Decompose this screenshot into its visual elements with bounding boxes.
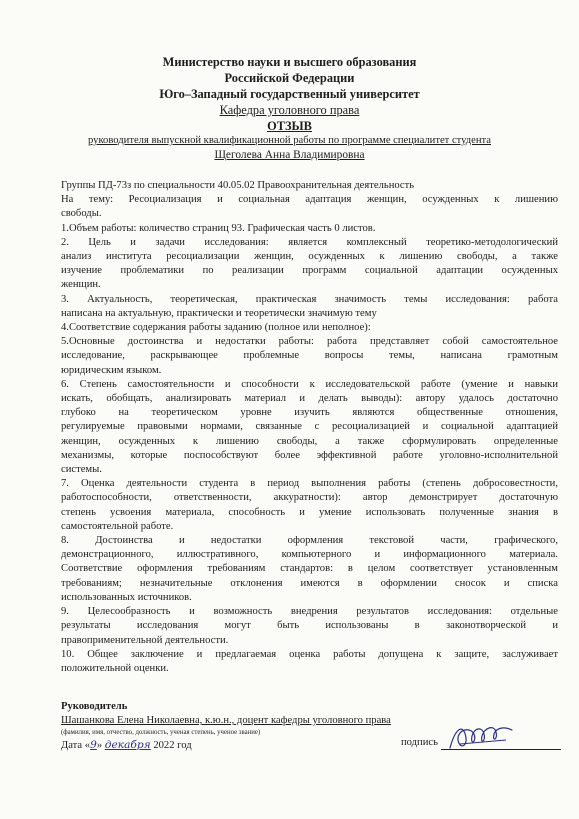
text-line: положительной оценки. bbox=[61, 662, 169, 674]
text-line: Группы ПД-73з по специальности 40.05.02 Правоохранительная деятельность bbox=[61, 180, 415, 191]
text-line: искать, обобщать, анализировать материал и делать выводы): автору удалось достаточно bbox=[61, 393, 558, 405]
document-subtitle: руководителя выпускной квалификационной работы по программе специалитет студента bbox=[87, 135, 491, 146]
text-line: использованных источников. bbox=[61, 591, 192, 603]
text-line: степень усвоения материала, способность и умение использовать полученные знания в bbox=[61, 506, 558, 518]
text-line: 5.Основные достоинства и недостатки работы: работа представляет собой самостоятельное bbox=[61, 336, 558, 348]
text-line: изучение проблематики по реализации программ социальной адаптации осужденных bbox=[61, 265, 558, 277]
document-header bbox=[0, 54, 579, 162]
text-line: механизмы, которые поспособствуют более эффективной работе уголовно-исполнительной bbox=[61, 449, 558, 461]
text-line: 10. Общее заключение и предлагаемая оценка работы допущена к защите, заслуживает bbox=[61, 648, 558, 660]
text-line: 8. Достоинства и недостатки оформления текстовой части, графического, bbox=[61, 535, 558, 547]
student-name: Щеголева Анна Владимировна bbox=[214, 149, 365, 161]
document-title: ОТЗЫВ bbox=[267, 119, 312, 133]
signature-block bbox=[61, 700, 558, 754]
supervisor-heading: Руководитель bbox=[61, 701, 128, 712]
date-year: 2022 год bbox=[153, 740, 192, 751]
text-line: Соответствие оформления требованиям стандартов: в целом соответствует установленным bbox=[61, 563, 558, 575]
text-line: свободы. bbox=[61, 208, 102, 220]
text-line: женщин, осужденных к лишению свободы, а также сформулировать определенные bbox=[61, 435, 558, 447]
handwritten-signature bbox=[446, 720, 516, 754]
text-line: регулируемые правовыми нормами, связанные с ресоциализацией и социальной адаптацией bbox=[61, 421, 558, 433]
text-line: написана на актуальную, практически и теоретически значимую тему bbox=[61, 307, 377, 319]
text-line: самостоятельной работе. bbox=[61, 520, 174, 532]
review-body bbox=[61, 179, 558, 676]
text-line: правоприменительной деятельности. bbox=[61, 634, 229, 646]
text-line: анализ института ресоциализации женщин, осужденных к лишению свободы, а также bbox=[61, 251, 558, 263]
text-line: На тему: Ресоциализация и социальная адаптация женщин, осужденных к лишению bbox=[61, 194, 558, 206]
date-month: декабря bbox=[104, 739, 151, 751]
text-line: женщин. bbox=[61, 279, 101, 291]
ministry-title: Министерство науки и высшего образования bbox=[162, 55, 417, 69]
text-line: глубоко на теоретическом уровне изучить являются общественные отношения, bbox=[61, 407, 558, 419]
text-line: 2. Цель и задачи исследования: является комплексный теоретико-методологический bbox=[61, 236, 558, 248]
federation-title: Российской Федерации bbox=[224, 71, 355, 85]
text-line: 4.Соответствие содержания работы заданию (полное или неполное): bbox=[61, 322, 371, 334]
text-line: 1.Объем работы: количество страниц 93. Графическая часть 0 листов. bbox=[61, 222, 376, 234]
date-day: 9 bbox=[90, 739, 97, 751]
department-title: Кафедра уголовного права bbox=[219, 103, 360, 117]
text-line: юридическим языком. bbox=[61, 364, 162, 376]
text-line: 3. Актуальность, теоретическая, практическая значимость темы исследования: работа bbox=[61, 293, 558, 305]
date-prefix: Дата « bbox=[61, 740, 91, 751]
text-line: работоспособности, ответственности, аккуратности): автор демонстрирует достаточную bbox=[61, 492, 558, 504]
text-line: демонстрационного, иллюстративного, компьютерного и информационного материала. bbox=[61, 549, 558, 561]
signature-label: подпись bbox=[401, 737, 438, 748]
date-mid: » bbox=[96, 740, 103, 751]
supervisor-caption: (фамилия, имя, отчество, должность, ученая степень, ученое звание) bbox=[61, 729, 261, 736]
supervisor-name: Шашанкова Елена Николаевна, к.ю.н., доцент кафедры уголовного права bbox=[61, 715, 391, 726]
text-line: 9. Целесообразность и возможность внедрения результатов исследования: отдельные bbox=[61, 606, 558, 618]
university-title: Юго–Западный государственный университет bbox=[159, 87, 420, 101]
text-line: исследование, раскрывающее проблемные вопросы темы, написана грамотным bbox=[61, 350, 558, 362]
text-line: системы. bbox=[61, 464, 102, 476]
text-line: 6. Степень самостоятельности и способности к исследовательской работе (умение и навыки bbox=[61, 378, 558, 390]
text-line: требованиям; незначительные отклонения имеются в оформлении сносок и списка bbox=[61, 577, 558, 589]
text-line: результаты исследования могут быть использованы в законотворческой и bbox=[61, 620, 558, 632]
text-line: 7. Оценка деятельности студента в период выполнения работы (степень добросовестности, bbox=[61, 478, 558, 490]
